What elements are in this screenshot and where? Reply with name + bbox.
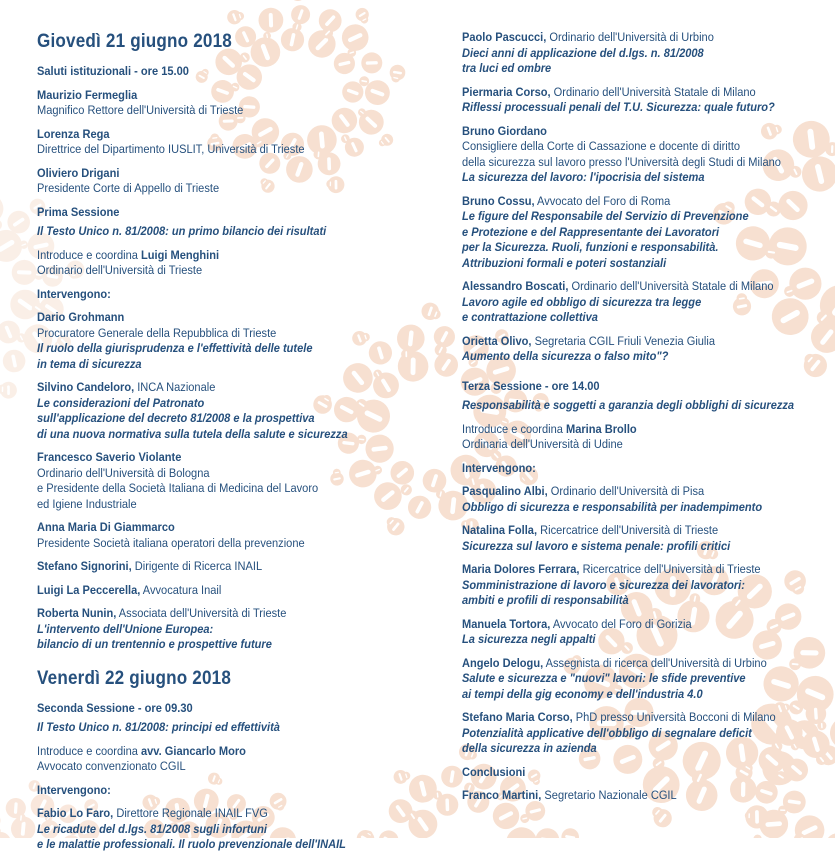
speaker-name-line <box>37 520 394 536</box>
speaker-role: Ordinario dell'Università di Bologna <box>37 466 394 482</box>
speaker-role: Ordinario dell'Università di Trieste <box>37 263 394 279</box>
talk-title: tra luci ed ombre <box>462 61 819 77</box>
speaker-block <box>37 450 434 512</box>
speaker-block <box>462 30 835 77</box>
speaker-block <box>462 124 835 186</box>
intro-name: Luigi Menghini <box>141 248 219 262</box>
talk-title: Potenzialità applicative dell'obbligo di segnalare deficit <box>462 726 819 742</box>
speaker-block <box>462 194 835 272</box>
section-block <box>37 701 434 736</box>
speaker-role: Consigliere della Corte di Cassazione e docente di diritto <box>462 139 819 155</box>
section-heading: Intervengono: <box>37 783 394 799</box>
speaker-block <box>462 484 835 515</box>
speaker-role: Direttrice del Dipartimento IUSLIT, Università di Trieste <box>37 142 394 158</box>
speaker-name: Luigi La Peccerella, <box>37 583 140 597</box>
intro-prefix: Introduce e coordina <box>462 422 566 436</box>
speaker-name: Oliviero Drigani <box>37 166 119 180</box>
talk-title: Somministrazione di lavoro e sicurezza dei lavoratori: <box>462 578 819 594</box>
speaker-block <box>37 127 434 158</box>
intro-line <box>462 422 819 438</box>
day-header: Venerdì 22 giugno 2018 <box>37 667 394 691</box>
speaker-affiliation: INCA Nazionale <box>134 380 215 394</box>
section-heading: Intervengono: <box>37 287 394 303</box>
speaker-affiliation: Ordinario dell'Università di Pisa <box>548 484 705 498</box>
talk-title: e le malattie professionali. Il ruolo prevenzionale dell'INAIL <box>37 837 394 853</box>
section-block <box>37 64 434 80</box>
speaker-affiliation: Segretaria CGIL Friuli Venezia Giulia <box>531 334 715 348</box>
speaker-name-line <box>462 484 819 500</box>
speaker-block <box>37 744 434 775</box>
speaker-role: ed Igiene Industriale <box>37 497 394 513</box>
speaker-affiliation: Direttore Regionale INAIL FVG <box>113 806 268 820</box>
speaker-role: della sicurezza sul lavoro presso l'Università degli Studi di Milano <box>462 155 819 171</box>
speaker-name: Maria Dolores Ferrara, <box>462 562 579 576</box>
talk-title: ambiti e profili di responsabilità <box>462 593 819 609</box>
speaker-role: Ordinaria dell'Università di Udine <box>462 437 819 453</box>
speaker-block <box>462 422 835 453</box>
speaker-affiliation: PhD presso Università Bocconi di Milano <box>573 710 776 724</box>
left-column <box>37 30 434 861</box>
speaker-block <box>462 523 835 554</box>
speaker-name: Manuela Tortora, <box>462 617 550 631</box>
speaker-name: Silvino Candeloro, <box>37 380 134 394</box>
talk-title: Le figure del Responsabile del Servizio di Prevenzione <box>462 209 819 225</box>
section-block <box>37 287 434 303</box>
talk-title: Obbligo di sicurezza e responsabilità per inadempimento <box>462 500 819 516</box>
speaker-name: Natalina Folla, <box>462 523 537 537</box>
day-header: Giovedì 21 giugno 2018 <box>37 30 394 54</box>
speaker-name-line <box>37 450 394 466</box>
section-heading: Intervengono: <box>462 461 819 477</box>
intro-line <box>37 248 394 264</box>
talk-title: Dieci anni di applicazione del d.lgs. n. 81/2008 <box>462 46 819 62</box>
speaker-name: Maurizio Fermeglia <box>37 88 137 102</box>
speaker-name-line <box>37 310 394 326</box>
speaker-name: Fabio Lo Faro, <box>37 806 113 820</box>
speaker-name-line <box>37 127 394 143</box>
speaker-name-line <box>37 380 394 396</box>
speaker-name-line <box>37 806 394 822</box>
speaker-name: Franco Martini, <box>462 788 541 802</box>
intro-prefix: Introduce e coordina <box>37 248 141 262</box>
speaker-role: Presidente Società italiana operatori della prevenzione <box>37 536 394 552</box>
talk-title: in tema di sicurezza <box>37 357 394 373</box>
section-block <box>462 461 835 477</box>
speaker-name-line <box>462 788 819 804</box>
talk-title: Aumento della sicurezza o falso mito"? <box>462 349 819 365</box>
speaker-block <box>37 520 434 551</box>
speaker-name: Stefano Signorini, <box>37 559 132 573</box>
speaker-name-line <box>37 166 394 182</box>
intro-name: avv. Giancarlo Moro <box>141 744 246 758</box>
talk-title: della sicurezza in azienda <box>462 741 819 757</box>
speaker-role: Presidente Corte di Appello di Trieste <box>37 181 394 197</box>
section-heading: Seconda Sessione - ore 09.30 <box>37 701 394 717</box>
talk-title: per la Sicurezza. Ruoli, funzioni e responsabilità. <box>462 240 819 256</box>
speaker-block <box>37 88 434 119</box>
talk-title: bilancio di un trentennio e prospettive future <box>37 637 394 653</box>
intro-prefix: Introduce e coordina <box>37 744 141 758</box>
intro-name: Marina Brollo <box>566 422 637 436</box>
speaker-name: Paolo Pascucci, <box>462 30 546 44</box>
talk-title: Il ruolo della giurisprudenza e l'effettività delle tutele <box>37 341 394 357</box>
speaker-name: Alessandro Boscati, <box>462 279 568 293</box>
speaker-role: Procuratore Generale della Repubblica di Trieste <box>37 326 394 342</box>
speaker-block <box>37 606 434 653</box>
speaker-name-line <box>462 523 819 539</box>
talk-title: La sicurezza negli appalti <box>462 632 819 648</box>
speaker-block <box>462 656 835 703</box>
speaker-name-line <box>37 88 394 104</box>
section-block <box>37 205 434 240</box>
session-subtitle: Responsabilità e soggetti a garanzia degli obblighi di sicurezza <box>462 398 819 414</box>
speaker-affiliation: Avvocatura Inail <box>140 583 221 597</box>
talk-title: di una nuova normativa sulla tutela della salute e sicurezza <box>37 427 394 443</box>
speaker-block <box>37 248 434 279</box>
talk-title: La sicurezza del lavoro: l'ipocrisia del sistema <box>462 170 819 186</box>
speaker-name: Lorenza Rega <box>37 127 110 141</box>
speaker-name: Orietta Olivo, <box>462 334 531 348</box>
talk-title: Sicurezza sul lavoro e sistema penale: profili critici <box>462 539 819 555</box>
speaker-block <box>37 310 434 372</box>
speaker-name-line <box>462 85 819 101</box>
speaker-name-line <box>462 334 819 350</box>
speaker-name-line <box>462 194 819 210</box>
speaker-affiliation: Ordinario dell'Università di Urbino <box>546 30 714 44</box>
speaker-block <box>37 166 434 197</box>
intro-line <box>37 744 394 760</box>
speaker-block <box>462 710 835 757</box>
speaker-affiliation: Ordinario dell'Università Statale di Milano <box>568 279 773 293</box>
section-heading: Saluti istituzionali - ore 15.00 <box>37 64 394 80</box>
speaker-name: Angelo Delogu, <box>462 656 543 670</box>
speaker-name-line <box>37 583 394 599</box>
speaker-name-line <box>462 30 819 46</box>
speaker-affiliation: Ordinario dell'Università Statale di Milano <box>551 85 756 99</box>
speaker-name: Bruno Cossu, <box>462 194 535 208</box>
speaker-role: e Presidente della Società Italiana di Medicina del Lavoro <box>37 481 394 497</box>
speaker-affiliation: Ricercatrice dell'Università di Trieste <box>579 562 760 576</box>
speaker-block <box>37 380 434 442</box>
talk-title: e Protezione e del Rappresentante dei Lavoratori <box>462 225 819 241</box>
speaker-name: Stefano Maria Corso, <box>462 710 573 724</box>
section-block <box>462 379 835 414</box>
section-heading: Conclusioni <box>462 765 819 781</box>
day-header-block <box>37 667 434 691</box>
talk-title: Attribuzioni formali e poteri sostanziali <box>462 256 819 272</box>
speaker-name-line <box>462 656 819 672</box>
speaker-affiliation: Segretario Nazionale CGIL <box>541 788 676 802</box>
speaker-block <box>462 788 835 804</box>
speaker-affiliation: Ricercatrice dell'Università di Trieste <box>537 523 718 537</box>
talk-title: Salute e sicurezza e "nuovi" lavori: le sfide preventive <box>462 671 819 687</box>
talk-title: Le considerazioni del Patronato <box>37 396 394 412</box>
speaker-affiliation: Avvocato del Foro di Gorizia <box>550 617 691 631</box>
speaker-affiliation: Assegnista di ricerca dell'Università di Urbino <box>543 656 767 670</box>
speaker-block <box>37 559 434 575</box>
talk-title: ai tempi della gig economy e dell'industria 4.0 <box>462 687 819 703</box>
speaker-role: Magnifico Rettore dell'Università di Trieste <box>37 103 394 119</box>
speaker-block <box>462 279 835 326</box>
speaker-affiliation: Associata dell'Università di Trieste <box>116 606 286 620</box>
speaker-name: Piermaria Corso, <box>462 85 551 99</box>
right-column <box>462 30 835 861</box>
speaker-name: Francesco Saverio Violante <box>37 450 181 464</box>
speaker-block <box>37 806 434 853</box>
section-block <box>462 765 835 781</box>
speaker-name-line <box>462 124 819 140</box>
talk-title: Riflessi processuali penali del T.U. Sicurezza: quale futuro? <box>462 100 819 116</box>
speaker-block <box>462 85 835 116</box>
section-heading: Terza Sessione - ore 14.00 <box>462 379 819 395</box>
speaker-name-line <box>462 562 819 578</box>
section-heading: Prima Sessione <box>37 205 394 221</box>
speaker-name-line <box>462 617 819 633</box>
speaker-block <box>462 562 835 609</box>
talk-title: L'intervento dell'Unione Europea: <box>37 622 394 638</box>
speaker-block <box>37 583 434 599</box>
speaker-name-line <box>37 559 394 575</box>
talk-title: Le ricadute del d.lgs. 81/2008 sugli infortuni <box>37 822 394 838</box>
talk-title: Lavoro agile ed obbligo di sicurezza tra legge <box>462 295 819 311</box>
speaker-name-line <box>462 279 819 295</box>
speaker-name: Roberta Nunin, <box>37 606 116 620</box>
speaker-name-line <box>462 710 819 726</box>
speaker-name: Pasqualino Albi, <box>462 484 548 498</box>
speaker-affiliation: Avvocato del Foro di Roma <box>535 194 671 208</box>
talk-title: e contrattazione collettiva <box>462 310 819 326</box>
speaker-name-line <box>37 606 394 622</box>
session-subtitle: Il Testo Unico n. 81/2008: un primo bilancio dei risultati <box>37 224 394 240</box>
speaker-block <box>462 617 835 648</box>
section-block <box>37 783 434 799</box>
speaker-role: Avvocato convenzionato CGIL <box>37 759 394 775</box>
speaker-affiliation: Dirigente di Ricerca INAIL <box>132 559 262 573</box>
speaker-name: Anna Maria Di Giammarco <box>37 520 175 534</box>
speaker-block <box>462 334 835 365</box>
day-header-block <box>37 30 434 54</box>
session-subtitle: Il Testo Unico n. 81/2008: principi ed effettività <box>37 720 394 736</box>
speaker-name: Bruno Giordano <box>462 124 547 138</box>
talk-title: sull'applicazione del decreto 81/2008 e la prospettiva <box>37 411 394 427</box>
speaker-name: Dario Grohmann <box>37 310 124 324</box>
